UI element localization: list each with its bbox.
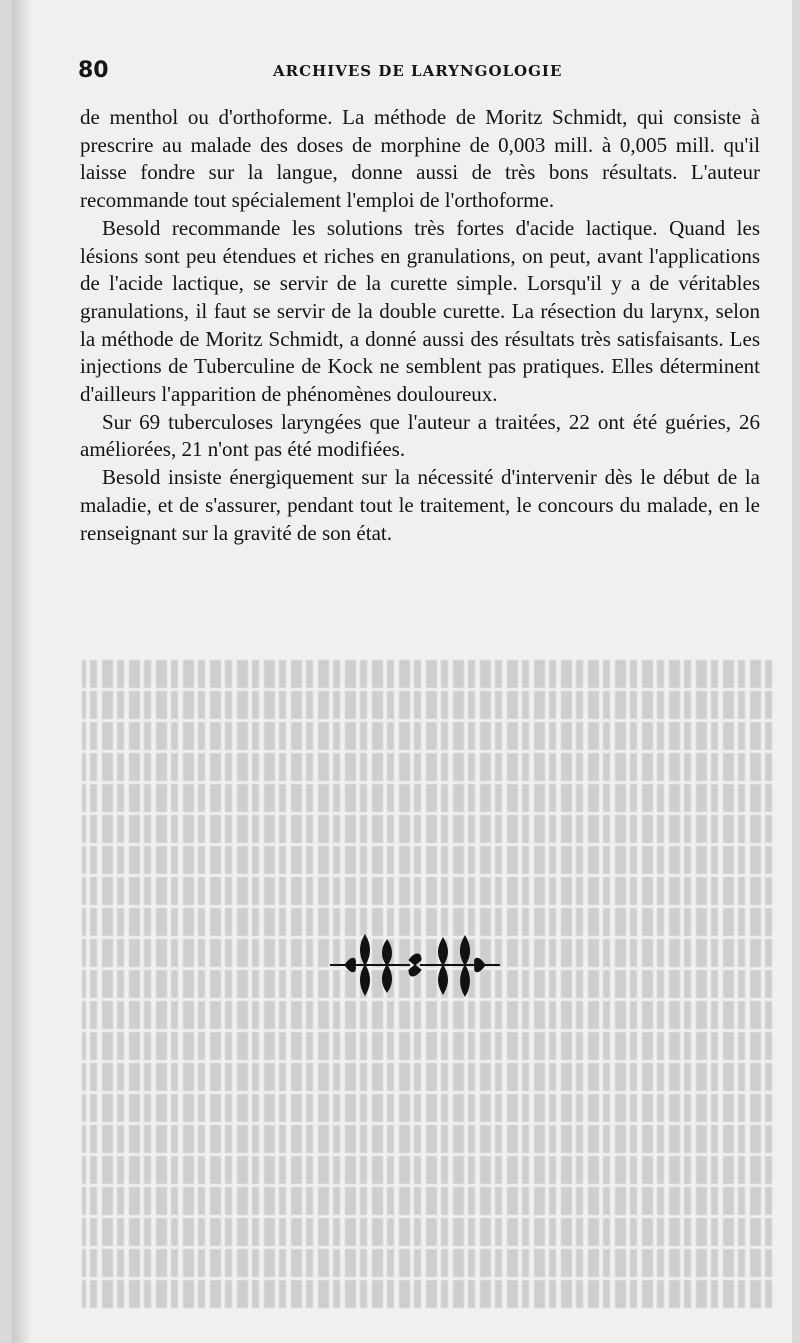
body-text [80,104,760,547]
page-edge-shadow [12,0,32,1343]
paragraph-3: Sur 69 tuberculoses laryngées que l'auteur a traitées, 22 ont été guéries, 26 améliorées, 21 n'ont pas été modifiées. [80,409,760,462]
page-number: 80 [78,58,109,83]
running-title: ARCHIVES DE LARYNGOLOGIE [273,62,563,80]
paragraph-2: Besold recommande les solutions très fortes d'acide lactique. Quand les lésions sont peu étendues et riches en granulations, on peut, avant l'applications de l'acide lactique, se servir de la curette simple. Lorsqu'il y a de véritables granulations, il faut se servir de la double curette. La résection du larynx, selon la méthode de Moritz Schmidt, a donné aussi des résultats très satisfaisants. Les injections de Tuberculine de Kock ne semblent pas pratiques. Elles déterminent d'ailleurs l'apparition de phénomènes douloureux. [80,215,760,407]
paragraph-4: Besold insiste énergiquement sur la nécessité d'intervenir dès le début de la maladie, et de s'assurer, pendant tout le traitement, le concours du malade, en le renseignant sur la gravité de son état. [80,465,760,545]
fleuron-ornament [325,930,505,1000]
running-header [78,58,758,88]
paragraph-1: de menthol ou d'orthoforme. La méthode de Moritz Schmidt, qui consiste à prescrire au malade des doses de morphine de 0,003 mill. à 0,005 mill. qu'il laisse fondre sur la langue, donne aussi de très bons résultats. L'auteur recommande tout spécialement l'emploi de l'orthoforme. [80,105,760,213]
